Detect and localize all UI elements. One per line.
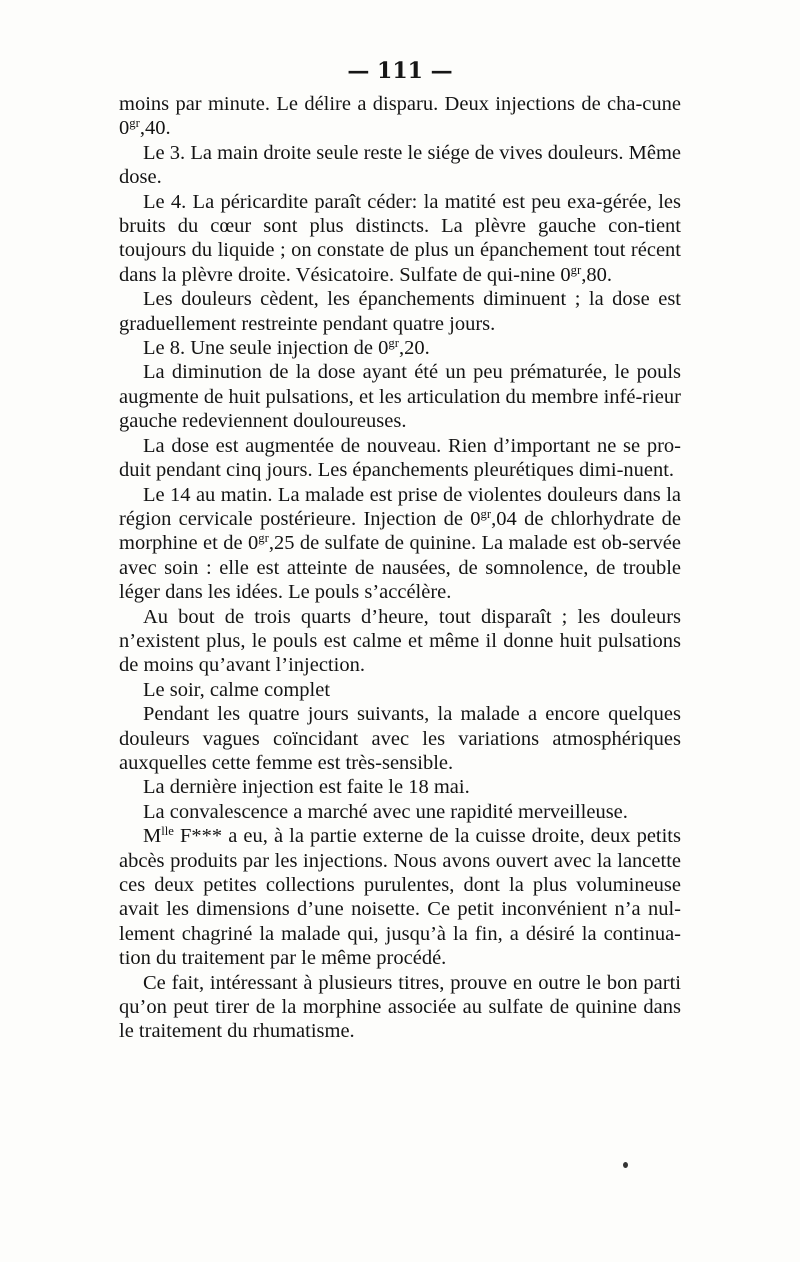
paragraph-8 (119, 483, 681, 605)
paragraph-1 (119, 92, 681, 141)
paragraph-10 (119, 678, 681, 702)
text-run: Au bout de trois quarts d’heure, tout disparaît ; les douleurs n’existent plus, le pouls est calme et même il donne huit pulsations de moins qu’avant l’injection. (119, 605, 681, 677)
superscript: gr (570, 262, 582, 277)
text-run: ,25 de sulfate de quinine. La malade est ob-servée avec soin : elle est atteinte de nausées, de somnolence, de trouble léger dans les idées. Le pouls s’accélère. (119, 532, 681, 604)
paragraph-6 (119, 360, 681, 433)
text-run: Ce fait, intéressant à plusieurs titres, prouve en outre le bon parti qu’on peut tirer de la morphine associée au sulfate de quinine dans le traitement du rhumatisme. (119, 971, 681, 1043)
text-run: Le 3. La main droite seule reste le siége de vives douleurs. Même dose. (119, 141, 681, 189)
superscript: gr (129, 116, 140, 131)
paragraph-3 (119, 190, 681, 288)
superscript: lle (161, 824, 174, 839)
text-run: La diminution de la dose ayant été un peu prématurée, le pouls augmente de huit pulsations, et les articulation du membre infé-rieur gauche redeviennent douloureuses. (119, 361, 681, 433)
text-run: F*** a eu, à la partie externe de la cuisse droite, deux petits abcès produits par les injections. Nous avons ouvert avec la lancette ces deux petites collections purulentes, dont la plus volumineuse avait les dimensions d’une noisette. Ce petit inconvénient n’a nul-lement chagriné la malade qui, jusqu’à la fin, a désiré la continua-tion du traitement par le même procédé. (119, 825, 681, 970)
paragraph-4 (119, 287, 681, 336)
text-run: ,20. (398, 337, 430, 360)
superscript: gr (258, 531, 269, 546)
text-run: Le 8. Une seule injection de 0 (143, 337, 389, 360)
paragraph-13 (119, 800, 681, 824)
paragraph-12 (119, 775, 681, 799)
page-number: — 111 — (347, 58, 453, 84)
text-run: Le 4. La péricardite paraît céder: la matité est peu exa-gérée, les bruits du cœur sont plus distincts. La plèvre gauche con-tient toujours du liquide ; on constate de plus un épanchement tout récent dans la plèvre droite. Vésicatoire. Sulfate de qui-nine 0 (119, 190, 681, 286)
text-run: La dose est augmentée de nouveau. Rien d’important ne se pro-duit pendant cinq jours. Les épanchements pleurétiques dimi-nuent. (119, 434, 681, 482)
text-run: La convalescence a marché avec une rapidité merveilleuse. (143, 800, 628, 823)
text-run: ,40. (139, 117, 171, 140)
text-run: Le soir, calme complet (143, 678, 331, 701)
paragraph-15 (119, 971, 681, 1044)
text-run: Les douleurs cèdent, les épanchements diminuent ; la dose est graduellement restreinte pendant quatre jours. (119, 288, 681, 335)
paragraph-7 (119, 434, 681, 483)
text-run: La dernière injection est faite le 18 mai. (143, 776, 470, 799)
body-text (119, 92, 681, 1044)
paragraph-14 (119, 824, 681, 970)
text-run: ,04 de chlorhydrate de morphine et de 0 (119, 507, 681, 555)
text-run: M (143, 825, 162, 848)
paragraph-5 (119, 336, 681, 360)
paragraph-2 (119, 141, 681, 190)
paragraph-11 (119, 702, 681, 775)
text-run: moins par minute. Le délire a disparu. Deux injections de cha-cune 0 (119, 93, 681, 140)
ink-speck (623, 1162, 628, 1168)
paragraph-9 (119, 605, 681, 678)
text-run: Le 14 au matin. La malade est prise de violentes douleurs dans la région cervicale postérieure. Injection de 0 (119, 483, 681, 530)
text-run: ,80. (581, 263, 612, 286)
text-run: Pendant les quatre jours suivants, la malade a encore quelques douleurs vagues coïncidant avec les variations atmosphériques auxquelles cette femme est très-sensible. (119, 703, 681, 774)
superscript: gr (480, 506, 492, 521)
superscript: gr (388, 336, 399, 351)
